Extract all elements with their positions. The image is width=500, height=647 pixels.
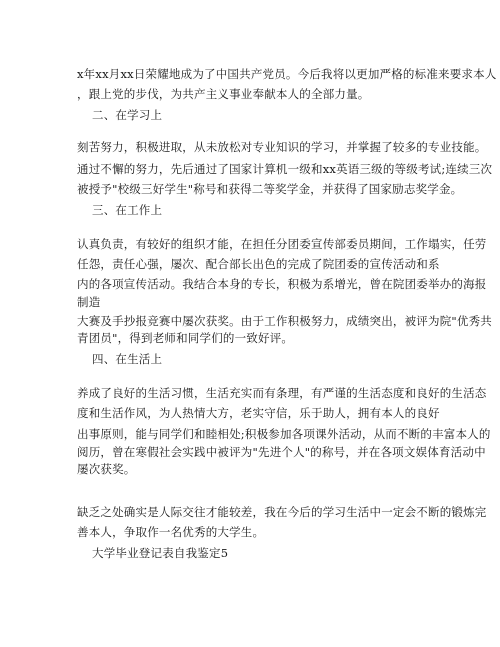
paragraph-line: 度和生活作风，为人热情大方，老实守信，乐于助人，拥有本人的良好 [77,406,440,420]
paragraph-line: 缺乏之处确实是人际交往才能较差，我在今后的学习生活中一定会不断的锻炼完 [77,505,487,519]
paragraph-line: 任怨，责任心强，屡次、配合部长出色的完成了院团委的宣传活动和系 [77,257,440,271]
section-heading-study: 二、在学习上 [92,108,163,122]
paragraph-line: 养成了良好的生活习惯，生活充实而有条理，有严谨的生活态度和良好的生活态 [77,386,487,400]
paragraph-line: 内的各项宣传活动。我结合本身的专长，积极为系增光，曾在院团委举办的海报 [77,277,487,291]
paragraph-line: 出事原则，能与同学们和睦相处;积极参加各项课外活动，从而不断的丰富本人的 [77,427,491,441]
next-section-title: 大学毕业登记表自我鉴定5 [92,546,229,560]
section-heading-life: 四、在生活上 [92,352,163,366]
paragraph-line: 刻苦努力，积极进取，从未放松对专业知识的学习，并掌握了较多的专业技能。 [77,140,487,154]
paragraph-line: 阅历，曾在寒假社会实践中被评为"先进个人"的称号，并在各项文娱体育活动中 [77,445,486,459]
paragraph-line: 被授予"校级三好学生"称号和获得二等奖学金，并获得了国家励志奖学金。 [77,182,463,196]
paragraph-line: 认真负责，有较好的组织才能，在担任分团委宣传部委员期间，工作塌实，任劳 [77,237,487,251]
paragraph-line: ，跟上党的步伐，为共产主义事业奉献本人的全部力量。 [77,87,370,101]
paragraph-line: 通过不懈的努力，先后通过了国家计算机一级和xx英语三级的等级考试;连续三次 [77,162,493,176]
paragraph-line: 善本人，争取作一名优秀的大学生。 [77,525,265,539]
paragraph-line: x年xx月xx日荣耀地成为了中国共产党员。今后我将以更加严格的标准来要求本人 [77,67,497,81]
paragraph-line: 青团员"，得到老师和同学们的一致好评。 [77,331,294,345]
paragraph-line: 屡次获奖。 [77,462,136,476]
paragraph-line: 大赛及手抄报竞赛中屡次获奖。由于工作积极努力，成绩突出，被评为院"优秀共 [77,314,492,328]
paragraph-line: 制造 [77,295,101,309]
section-heading-work: 三、在工作上 [92,203,163,217]
